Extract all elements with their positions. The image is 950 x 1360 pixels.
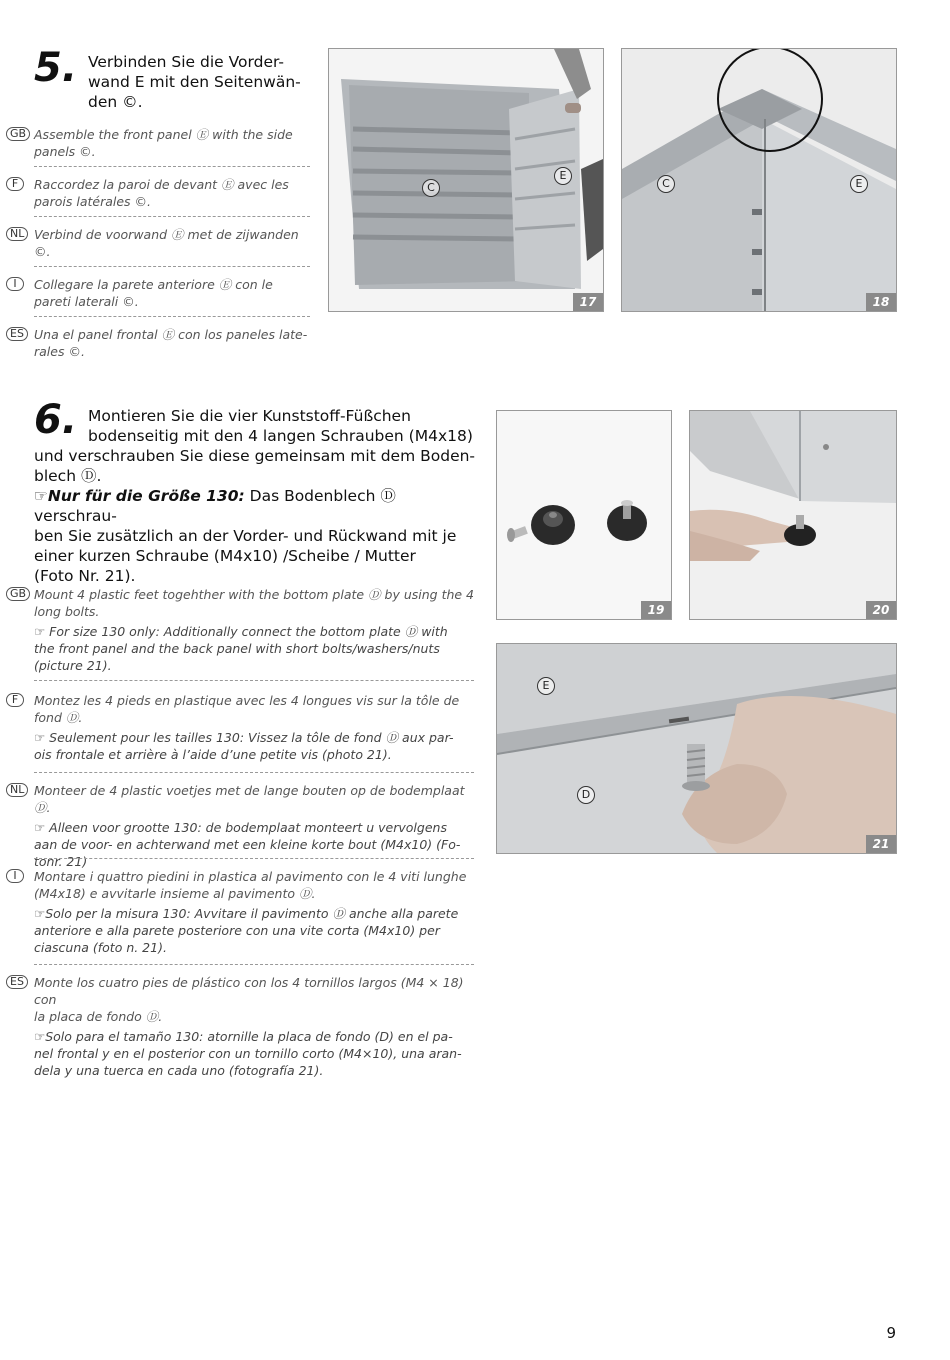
text-line: rales ©. xyxy=(34,344,85,359)
lang-text xyxy=(34,126,324,160)
note-prefix: ☞Nur für die Größe 130: xyxy=(34,487,245,505)
photo-20 xyxy=(689,410,897,620)
page-number: 9 xyxy=(886,1324,896,1342)
note-line: ☞ Alleen voor grootte 130: de bodemplaat monteert u vervolgens xyxy=(34,820,447,835)
text-line: (M4x18) e avvitarle insieme al pavimento Ⓓ. xyxy=(34,886,316,901)
separator xyxy=(34,266,310,267)
lang-badge-i: I xyxy=(6,277,24,291)
text-line: Monteer de 4 plastic voetjes met de lange bouten op de bodemplaat Ⓓ. xyxy=(34,783,465,815)
lang-text xyxy=(34,326,324,360)
part-label-e: E xyxy=(850,175,868,193)
lang-text xyxy=(34,868,480,956)
step-6-german-note xyxy=(34,486,474,586)
text-line: Raccordez la paroi de devant Ⓔ avec les xyxy=(34,177,289,192)
lang-badge-gb: GB xyxy=(6,127,30,141)
step-6-german-line: Montieren Sie die vier Kunststoff-Füßchen xyxy=(88,407,411,425)
separator xyxy=(34,316,310,317)
size-note xyxy=(34,1028,480,1079)
part-label-c: C xyxy=(657,175,675,193)
note-line: Das Bodenblech Ⓓ verschrau- xyxy=(34,487,396,525)
note-line: anteriore e alla parete posteriore con una vite corta (M4x10) per xyxy=(34,923,440,938)
lang-text xyxy=(34,176,324,210)
text-line: la placa de fondo Ⓓ. xyxy=(34,1009,163,1024)
part-label-e: E xyxy=(537,677,555,695)
lang-text xyxy=(34,276,324,310)
text-line: fond Ⓓ. xyxy=(34,710,83,725)
part-label-c: C xyxy=(422,179,440,197)
step-5-german-line: den ©. xyxy=(88,93,143,111)
note-line: aan de voor- en achterwand met een kleine korte bout (M4x10) (Fo- xyxy=(34,837,461,852)
step-5-german-line: wand E mit den Seitenwän- xyxy=(88,73,301,91)
note-line: ben Sie zusätzlich an der Vorder- und Rückwand mit je xyxy=(34,527,457,545)
text-line: Assemble the front panel Ⓔ with the side xyxy=(34,127,293,142)
step-6-german-line: blech Ⓓ. xyxy=(34,467,102,485)
note-line: nel frontal y en el posterior con un tornillo corto (M4×10), una aran- xyxy=(34,1046,462,1061)
text-line: pareti laterali ©. xyxy=(34,294,139,309)
text-line: Montare i quattro piedini in plastica al pavimento con le 4 viti lunghe xyxy=(34,869,467,884)
lang-text xyxy=(34,692,480,763)
note-line: einer kurzen Schraube (M4x10) /Scheibe / Mutter xyxy=(34,547,416,565)
separator xyxy=(34,680,474,681)
text-line: Monte los cuatro pies de plástico con los 4 tornillos largos (M4 × 18) con xyxy=(34,975,464,1007)
text-line: Montez les 4 pieds en plastique avec les 4 longues vis sur la tôle de xyxy=(34,693,460,708)
separator xyxy=(34,964,474,965)
size-note xyxy=(34,729,480,763)
part-label-d: D xyxy=(577,786,595,804)
note-line: ciascuna (foto n. 21). xyxy=(34,940,167,955)
lang-badge-nl: NL xyxy=(6,227,28,241)
lang-text xyxy=(34,782,480,870)
note-line: ☞ Seulement pour les tailles 130: Vissez la tôle de fond Ⓓ aux par- xyxy=(34,730,454,745)
photo-18 xyxy=(621,48,897,312)
photo-number-18: 18 xyxy=(866,293,896,311)
photo-19-illustration xyxy=(497,411,671,619)
lang-badge-es: ES xyxy=(6,975,28,989)
text-line: Una el panel frontal Ⓔ con los paneles late- xyxy=(34,327,308,342)
separator xyxy=(34,166,310,167)
lang-badge-es: ES xyxy=(6,327,28,341)
step-6-german-line: bodenseitig mit den 4 langen Schrauben (M4x18) xyxy=(88,427,473,445)
step-5-german-text xyxy=(88,52,301,112)
text-line: parois latérales ©. xyxy=(34,194,151,209)
lang-text xyxy=(34,974,480,1079)
lang-badge-gb: GB xyxy=(6,587,30,601)
note-line: tonr. 21) xyxy=(34,854,88,869)
size-note xyxy=(34,819,480,870)
text-line: long bolts. xyxy=(34,604,100,619)
step-5-german-line: Verbinden Sie die Vorder- xyxy=(88,53,284,71)
note-line: ☞Solo para el tamaño 130: atornille la placa de fondo (D) en el pa- xyxy=(34,1029,453,1044)
size-note xyxy=(34,623,480,674)
separator xyxy=(34,216,310,217)
note-line: (picture 21). xyxy=(34,658,112,673)
lang-badge-f: F xyxy=(6,177,24,191)
photo-20-illustration xyxy=(690,411,896,619)
text-line: Mount 4 plastic feet togehther with the bottom plate Ⓓ by using the 4 xyxy=(34,587,475,602)
text-line: Verbind de voorwand Ⓔ met de zijwanden xyxy=(34,227,299,242)
note-line: ☞ For size 130 only: Additionally connect the bottom plate Ⓓ with xyxy=(34,624,448,639)
lang-badge-f: F xyxy=(6,693,24,707)
photo-21 xyxy=(496,643,897,854)
note-line: ois frontale et arrière à l’aide d’une petite vis (photo 21). xyxy=(34,747,392,762)
part-label-e: E xyxy=(554,167,572,185)
photo-19 xyxy=(496,410,672,620)
step-6-number: 6. xyxy=(34,397,78,443)
note-line: (Foto Nr. 21). xyxy=(34,567,136,585)
note-line: ☞Solo per la misura 130: Avvitare il pavimento Ⓓ anche alla parete xyxy=(34,906,459,921)
lang-text xyxy=(34,226,324,260)
text-line: panels ©. xyxy=(34,144,96,159)
separator xyxy=(34,772,474,773)
photo-number-17: 17 xyxy=(573,293,603,311)
photo-number-19: 19 xyxy=(641,601,671,619)
lang-badge-i: I xyxy=(6,869,24,883)
text-line: Collegare la parete anteriore Ⓔ con le xyxy=(34,277,273,292)
separator xyxy=(34,858,474,859)
note-line: dela y una tuerca en cada uno (fotografía 21). xyxy=(34,1063,324,1078)
text-line: ©. xyxy=(34,244,51,259)
lang-text xyxy=(34,586,480,674)
size-note xyxy=(34,905,480,956)
photo-number-21: 21 xyxy=(866,835,896,853)
photo-21-illustration xyxy=(497,644,896,853)
photo-17 xyxy=(328,48,604,312)
note-line: the front panel and the back panel with short bolts/washers/nuts xyxy=(34,641,440,656)
step-6-german-line: und verschrauben Sie diese gemeinsam mit dem Boden- xyxy=(34,447,476,465)
lang-badge-nl: NL xyxy=(6,783,28,797)
step-5-number: 5. xyxy=(34,45,78,91)
photo-number-20: 20 xyxy=(866,601,896,619)
